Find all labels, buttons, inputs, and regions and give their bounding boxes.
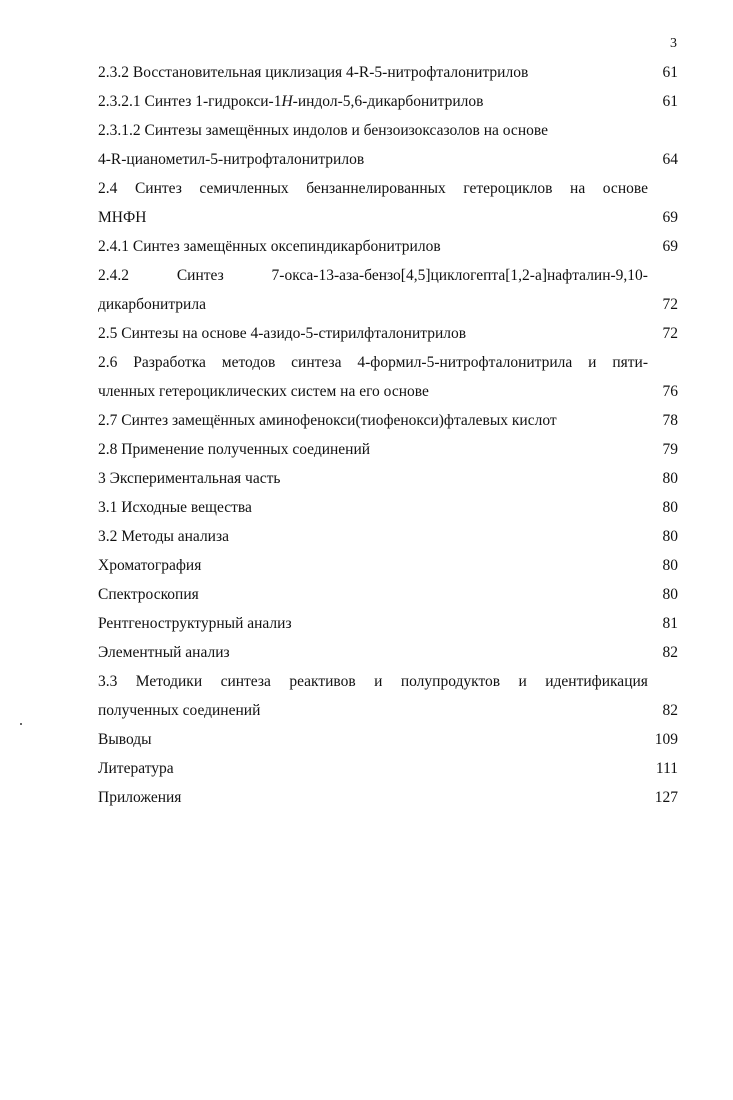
toc-entry-word: и: [518, 673, 527, 690]
toc-entry-word: бензаннелированных: [306, 180, 446, 197]
toc-entry: [98, 580, 678, 609]
toc-entry-word: основе: [602, 180, 648, 197]
toc-entry: [98, 377, 678, 406]
toc-entry: [98, 551, 678, 580]
toc-entry-word: 3.3: [98, 673, 118, 690]
toc-entry: [98, 667, 678, 696]
toc-entry-title: 3.1 Исходные вещества: [98, 499, 252, 516]
toc-entry: [98, 87, 678, 116]
toc-entry-title: 2.5 Синтезы на основе 4-азидо-5-стирилфталонитрилов: [98, 325, 467, 342]
toc-entry-title: дикарбонитрила: [98, 296, 206, 313]
toc-entry-page: 82: [662, 702, 678, 719]
toc-entry-page: 80: [662, 499, 678, 516]
table-of-contents: [98, 58, 678, 812]
toc-entry-title: 4-R-цианометил-5-нитрофталонитрилов: [98, 151, 365, 168]
toc-entry: [98, 261, 678, 290]
toc-entry: [98, 725, 678, 754]
toc-entry-title: Спектроскопия: [98, 586, 199, 603]
toc-entry-title: 2.3.2 Восстановительная циклизация 4-R-5-нитрофталонитрилов: [98, 64, 529, 81]
toc-entry-word: синтеза: [220, 673, 271, 690]
scan-speck: [20, 723, 22, 725]
toc-entry-page: 69: [662, 238, 678, 255]
toc-entry: [98, 116, 678, 145]
toc-entry-title: Элементный анализ: [98, 644, 230, 661]
toc-entry: [98, 754, 678, 783]
toc-entry-word: синтеза: [291, 354, 342, 371]
toc-entry: [98, 348, 678, 377]
toc-entry-title: [98, 174, 648, 203]
toc-entry-title: Выводы: [98, 731, 152, 748]
toc-entry-page: 127: [654, 789, 678, 806]
toc-entry-word: Разработка: [133, 354, 206, 371]
toc-entry-title: членных гетероциклических систем на его основе: [98, 383, 429, 400]
toc-entry-word: 2.4: [98, 180, 118, 197]
toc-entry-word: и: [588, 354, 597, 371]
toc-entry-title: Приложения: [98, 789, 182, 806]
toc-entry-word: 4-формил-5-нитрофталонитрила: [357, 354, 573, 371]
toc-entry: [98, 493, 678, 522]
page-number: 3: [670, 36, 677, 51]
toc-entry-page: 72: [662, 296, 678, 313]
toc-entry-word: методов: [221, 354, 276, 371]
toc-entry-page: 80: [662, 528, 678, 545]
toc-entry-page: 82: [662, 644, 678, 661]
toc-entry-page: 109: [654, 731, 678, 748]
toc-entry-page: 80: [662, 470, 678, 487]
toc-entry-page: 69: [662, 209, 678, 226]
toc-entry-page: 72: [662, 325, 678, 342]
toc-entry-word: 2.4.2: [98, 267, 129, 284]
toc-entry-page: 81: [662, 615, 678, 632]
toc-entry-page: 61: [662, 64, 678, 81]
toc-entry-title: [98, 348, 648, 377]
toc-entry-page: 64: [662, 151, 678, 168]
toc-entry-word: 2.6: [98, 354, 118, 371]
toc-entry: [98, 290, 678, 319]
toc-entry-title: 2.7 Синтез замещённых аминофенокси(тиофенокси)фталевых кислот: [98, 412, 557, 429]
toc-entry-page: 80: [662, 586, 678, 603]
toc-entry-title: 2.4.1 Синтез замещённых оксепиндикарбонитрилов: [98, 238, 441, 255]
toc-entry: [98, 435, 678, 464]
toc-entry: [98, 522, 678, 551]
toc-entry-word: Синтез: [176, 267, 224, 284]
toc-entry-page: 61: [662, 93, 678, 110]
toc-entry: [98, 696, 678, 725]
toc-entry-word: 7-окса-13-аза-бензо[4,5]циклогепта[1,2-а]нафталин-9,10-: [271, 267, 648, 284]
toc-entry: [98, 638, 678, 667]
toc-entry-word: полупродуктов: [400, 673, 501, 690]
toc-entry-word: на: [570, 180, 586, 197]
toc-entry-page: 80: [662, 557, 678, 574]
toc-entry-word: пяти-: [612, 354, 648, 371]
toc-entry-title: Рентгеноструктурный анализ: [98, 615, 292, 632]
toc-entry-word: гетероциклов: [463, 180, 553, 197]
toc-entry-text-part: 2.3.2.1 Синтез 1-гидрокси-1: [98, 93, 282, 110]
toc-entry: [98, 609, 678, 638]
toc-entry-title: 3.2 Методы анализа: [98, 528, 229, 545]
toc-entry-title: [98, 87, 648, 116]
toc-entry-page: 79: [662, 441, 678, 458]
toc-entry-page: 111: [655, 760, 678, 777]
toc-entry-title: 2.3.1.2 Синтезы замещённых индолов и бензоизоксазолов на основе: [98, 122, 548, 139]
toc-entry-text-part: H: [281, 93, 293, 110]
toc-entry-word: Методики: [135, 673, 203, 690]
toc-entry-title: 2.8 Применение полученных соединений: [98, 441, 371, 458]
toc-entry: [98, 232, 678, 261]
toc-entry-title: 3 Экспериментальная часть: [98, 470, 281, 487]
toc-entry: [98, 406, 678, 435]
toc-entry-word: Синтез: [134, 180, 182, 197]
toc-entry: [98, 464, 678, 493]
toc-entry-word: и: [374, 673, 383, 690]
toc-entry-title: МНФН: [98, 209, 147, 226]
toc-entry: [98, 319, 678, 348]
toc-entry: [98, 203, 678, 232]
toc-entry: [98, 58, 678, 87]
toc-entry-word: семичленных: [199, 180, 289, 197]
toc-entry-title: [98, 667, 648, 696]
toc-entry-title: полученных соединений: [98, 702, 261, 719]
toc-entry-title: Литература: [98, 760, 174, 777]
toc-entry-page: 78: [662, 412, 678, 429]
toc-entry-title: [98, 261, 648, 290]
toc-entry-page: 76: [662, 383, 678, 400]
toc-entry-text-part: -индол-5,6-дикарбонитрилов: [292, 93, 484, 110]
toc-entry: [98, 783, 678, 812]
toc-entry-word: идентификация: [545, 673, 648, 690]
toc-entry: [98, 145, 678, 174]
toc-entry: [98, 174, 678, 203]
toc-entry-word: реактивов: [289, 673, 356, 690]
toc-entry-title: Хроматография: [98, 557, 202, 574]
